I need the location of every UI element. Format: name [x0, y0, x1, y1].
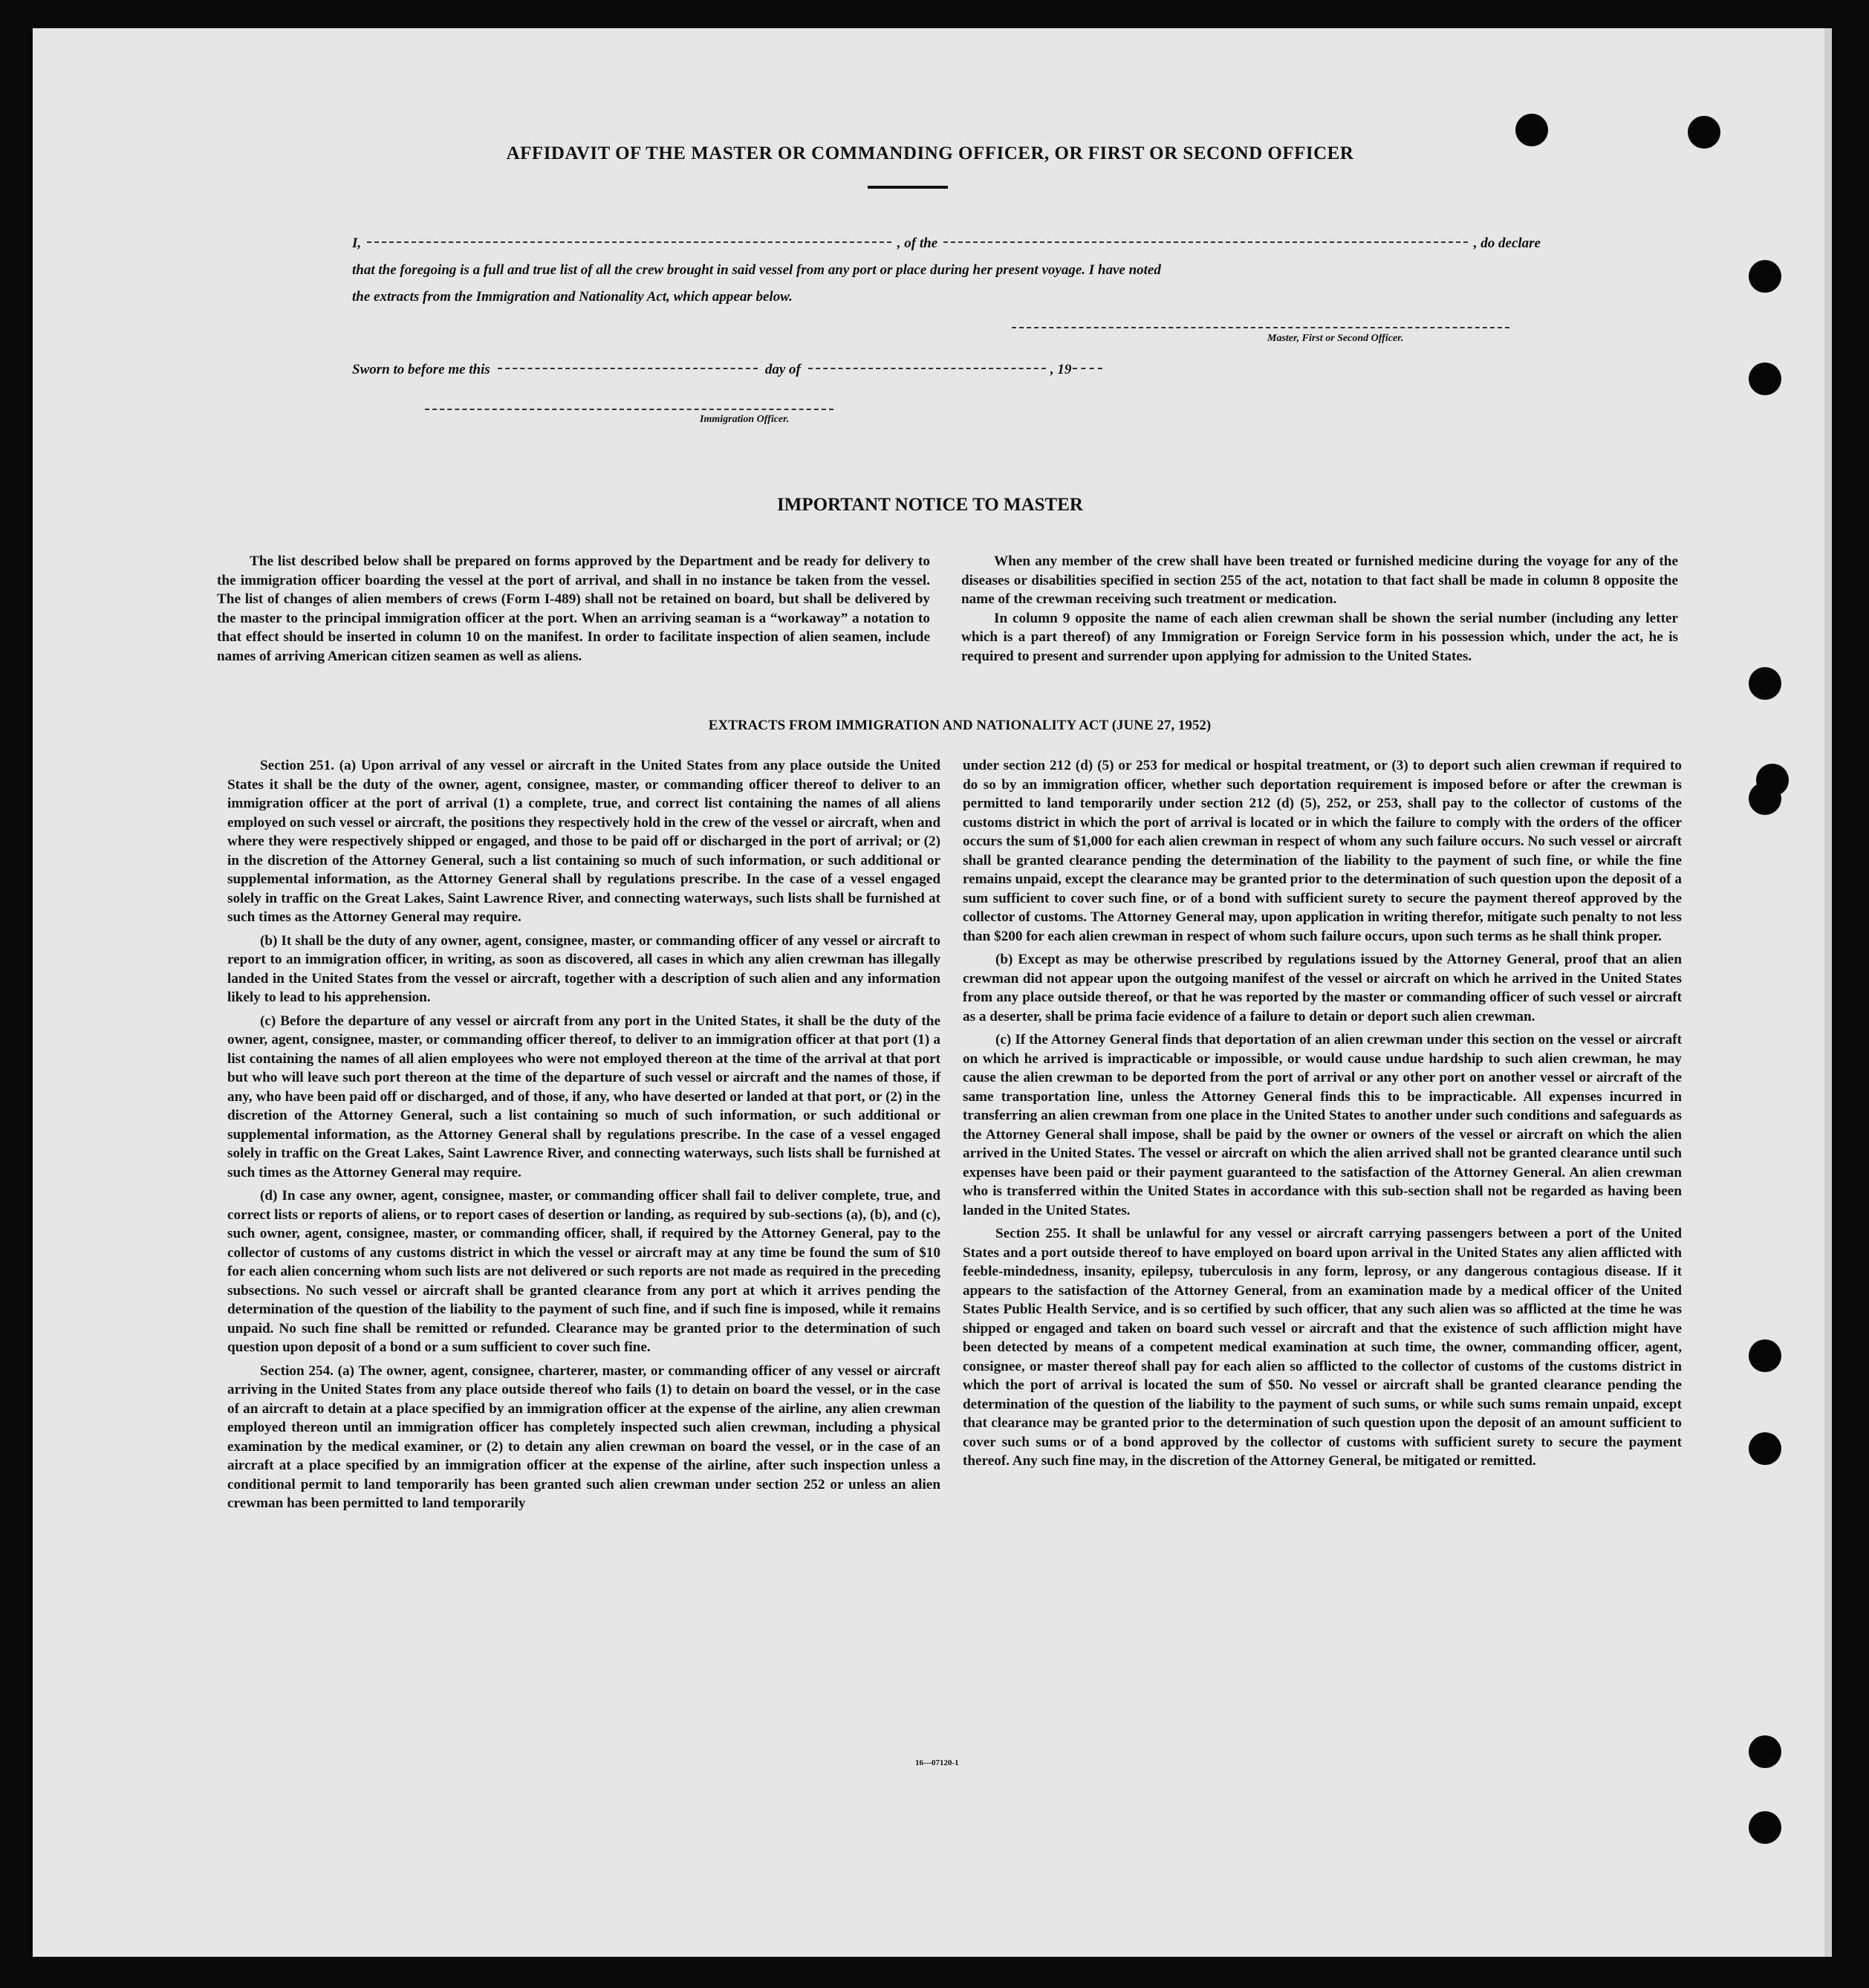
master-signature-label: Master, First or Second Officer. [1267, 333, 1404, 344]
punch-hole [1749, 1735, 1781, 1768]
sworn-year: , 19 [1050, 362, 1072, 377]
section-254-c: (c) If the Attorney General finds that deportation of an alien crewman under this section on the vessel or aircraft on which he arrived is impracticable or impossible, or would cause undue hardship to such alien crewman, he may cause the alien crewman to be deported from the port of arrival or any other port on another vessel or aircraft of the same transportation line, unless the Attorney General finds this to be impracticable. All expenses incurred in transferring an alien crewman from one place in the United States to another under such conditions and safeguards as the Attorney General shall impose, shall be paid by the owner or owners of the vessel or aircraft on which the alien arrived in the United States. The vessel or aircraft on which the alien arrived shall not be granted clearance until such expenses have been paid or their payment guaranteed to the satisfaction of the Attorney General. An alien crewman who is transferred within the United States in accordance with this sub-section shall not be regarded as having been landed in the United States. [963, 1032, 1682, 1218]
master-signature-line[interactable] [1012, 327, 1509, 328]
declaration-do-declare: , do declare [1473, 235, 1541, 251]
notice-right-paragraph-2: In column 9 opposite the name of each alien crewman shall be shown the serial number (including any letter which is a part thereof) of any Immigration or Foreign Service form in his possession which, under the act, he is required to present and surrender upon applying for admission to the United States. [961, 610, 1678, 664]
section-251-a: Section 251. (a) Upon arrival of any vessel or aircraft in the United States from any place outside the United States it shall be the duty of the owner, agent, consignee, master, or commanding officer thereof to deliver to an immigration officer at the port of arrival (1) a complete, true, and correct list containing the names of all aliens employed on such vessel or aircraft, the positions they respectively hold in the crew of the vessel or aircraft, when and where they were respectively shipped or engaged, and those to be paid off or discharged in the port of arrival; or (2) in the discretion of the Attorney General, such a list containing so much of such information, or such additional or supplemental information, as the Attorney General shall by regulations prescribe. In the case of a vessel engaged solely in traffic on the Great Lakes, Saint Lawrence River, and connecting waterways, such lists shall be furnished at such times as the Attorney General may require. [227, 758, 940, 925]
document-page [33, 28, 1827, 1957]
punch-hole [1749, 363, 1781, 395]
notice-left-column [217, 552, 930, 670]
punch-hole [1749, 667, 1781, 700]
notice-title: IMPORTANT NOTICE TO MASTER [777, 495, 1083, 515]
form-code: 16—07120-1 [915, 1758, 959, 1767]
punch-hole [1749, 1811, 1781, 1844]
extracts-title: EXTRACTS FROM IMMIGRATION AND NATIONALITY ACT (JUNE 27, 1952) [708, 718, 1212, 733]
punch-hole [1749, 782, 1781, 815]
notice-right-column [961, 552, 1678, 670]
punch-hole [1749, 260, 1781, 293]
declaration-line-3: the extracts from the Immigration and Nationality Act, which appear below. [352, 289, 793, 305]
officer-signature-line[interactable] [425, 409, 833, 410]
section-254-a: Section 254. (a) The owner, agent, consignee, charterer, master, or commanding officer of any vessel or aircraft arriving in the United States from any place outside thereof who fails (1) to detain on board the vessel, or in the case of an aircraft to detain at a place specified by an immigration officer at the expense of the airline, any alien crewman employed thereon until an immigration officer has completely inspected such alien crewman, including a physical examination by the medical examiner, or (2) to detain any alien crewman on board the vessel, or in the case of an aircraft at a place specified by an immigration officer at the expense of the airline, after such inspection unless a conditional permit to land temporarily has been granted such alien crewman under section 252 or unless an alien crewman has been permitted to land temporarily [227, 1362, 940, 1511]
notice-right-paragraph-1: When any member of the crew shall have been treated or furnished medicine during the voyage for any of the diseases or disabilities specified in section 255 of the act, notation to that fact shall be made in column 8 opposite the name of the crewman receiving such treatment or medication. [961, 553, 1678, 607]
section-251-d: (d) In case any owner, agent, consignee, master, or commanding officer shall fail to deliver complete, true, and correct lists or reports of aliens, or to report cases of desertion or landing, as required by sub-sections (a), (b), and (c), such owner, agent, consignee, master, or commanding officer, shall, if required by the Attorney General, pay to the collector of customs of any customs district in which the vessel or aircraft may at any time be found the sum of $10 for each alien concerning whom such lists are not delivered or such reports are not made as required in the preceding subsections. No such vessel or aircraft shall be granted clearance from any port at which it arrives pending the determination of the question of the liability to the payment of such fine, and if such fine is imposed, while it remains unpaid. No such fine shall be remitted or refunded. Clearance may be granted prior to the determination of such question upon deposit of a bond or a sum sufficient to cover such fine. [227, 1188, 940, 1355]
officer-signature-label: Immigration Officer. [700, 414, 790, 425]
declaration-of-the: , of the [897, 235, 938, 251]
extracts-right-column [963, 756, 1682, 1475]
name-blank[interactable] [367, 241, 891, 243]
sworn-month-blank[interactable] [808, 368, 1046, 369]
punch-hole [1749, 1432, 1781, 1465]
sworn-day-of: day of [764, 362, 801, 377]
punch-hole [1515, 114, 1548, 146]
vessel-blank[interactable] [943, 241, 1468, 243]
sworn-date-blank[interactable] [498, 368, 758, 369]
affidavit-title: AFFIDAVIT OF THE MASTER OR COMMANDING OFFICER, OR FIRST OR SECOND OFFICER [506, 143, 1354, 163]
section-254-b: (b) Except as may be otherwise prescribed by regulations issued by the Attorney General, proof that an alien crewman did not appear upon the outgoing manifest of the vessel or aircraft on which he arrived in the United States from any place outside thereof, or that he was reported by the master or commanding officer of such vessel or aircraft as a deserter, shall be prima facie evidence of a failure to detain or deport such alien crewman. [963, 952, 1682, 1024]
notice-left-paragraph: The list described below shall be prepared on forms approved by the Department and be ready for delivery to the immigration officer boarding the vessel at the port of arrival, and shall in no instance be taken from the vessel. The list of changes of alien members of crews (Form I-489) shall not be retained on board, but shall be delivered by the master to the principal immigration officer at the port. When an arriving seaman is a “workaway” a notation to that effect should be inserted in column 10 on the manifest. In order to facilitate inspection of alien seamen, include names of arriving American citizen seamen as well as aliens. [217, 553, 930, 664]
sworn-line [352, 357, 1206, 383]
section-254-a-continued: under section 212 (d) (5) or 253 for medical or hospital treatment, or (3) to deport such alien crewman if required to do so by an immigration officer, whether such deportation requirement is imposed before or after the crewman is permitted to land temporarily under section 212 (d) (5), 252, or 253, shall pay to the collector of customs of the customs district in which the port of arrival is located or in which the failure to comply with the orders of the officer occurs the sum of $1,000 for each alien crewman in respect of whom any such failure occurs. No such vessel or aircraft shall be granted clearance pending the determination of the liability to the payment of such fine, or while the fine remains unpaid, except the clearance may be granted prior to the determination of such question upon the deposit of a sum sufficient to cover such fine, or of a bond with sufficient surety to secure the payment thereof approved by the collector of customs. The Attorney General may, upon application in writing therefor, mitigate such penalty to not less than $200 for each alien crewman in respect of whom such failure occurs, upon such terms as he shall think proper. [963, 758, 1682, 944]
declaration-i: I, [352, 235, 362, 251]
extracts-left-column [227, 756, 940, 1518]
section-251-b: (b) It shall be the duty of any owner, agent, consignee, master, or commanding officer of any vessel or aircraft to report to an immigration officer, in writing, as soon as discovered, all cases in which any alien crewman has illegally landed in the United States from the vessel or aircraft, together with a description of such alien and any information likely to lead to his apprehension. [227, 932, 940, 1005]
section-251-c: (c) Before the departure of any vessel or aircraft from any port in the United States, it shall be the duty of the owner, agent, consignee, master, or commanding officer thereof, to deliver to an immigration officer at that port (1) a list containing the names of all alien employees who were not employed thereon at the time of the arrival at that port but who will leave such port thereon at the time of the departure of such vessel or aircraft and the names of those, if any, who have been paid off or discharged, and of those, if any, who have deserted or landed at that port, or (2) in the discretion of the Attorney General, such a list containing so much of such information, or such additional or supplemental information, as the Attorney General shall by regulations prescribe. In the case of a vessel engaged solely in traffic on the Great Lakes, Saint Lawrence River, and connecting waterways, such lists shall be furnished at such times as the Attorney General may require. [227, 1013, 940, 1180]
sworn-prefix: Sworn to before me this [352, 362, 490, 377]
punch-hole [1749, 1339, 1781, 1372]
title-underline [868, 186, 948, 189]
declaration [352, 230, 1541, 311]
sworn-year-blank[interactable] [1073, 368, 1102, 369]
section-255: Section 255. It shall be unlawful for any vessel or aircraft carrying passengers between a port of the United States and a port outside thereof to have employed on board upon arrival in the United States any alien afflicted with feeble-mindedness, insanity, epilepsy, tuberculosis in any form, leprosy, or any dangerous contagious disease. If it appears to the satisfaction of the Attorney General, from an examination made by a medical officer of the United States Public Health Service, and is so certified by such officer, that any such alien was so afflicted at the time he was shipped or engaged and taken on board such vessel or aircraft and that the existence of such affliction might have been detected by means of a competent medical examination at such time, the owner, commanding officer, agent, consignee, or master thereof shall pay for each alien so afflicted to the collector of customs of the customs district in which the port of arrival is located the sum of $50. No vessel or aircraft shall be granted clearance pending the determination of the question of the liability to the payment of such sums, or while such sums remain unpaid, except that clearance may be granted prior to the determination of such question upon the deposit of an amount sufficient to cover such sums or of a bond approved by the collector of customs with sufficient surety to secure the payment thereof. Any such fine may, in the discretion of the Attorney General, be mitigated or remitted. [963, 1226, 1682, 1469]
declaration-line-2: that the foregoing is a full and true list of all the crew brought in said vessel from any port or place during her present voyage. I have noted [352, 262, 1161, 278]
